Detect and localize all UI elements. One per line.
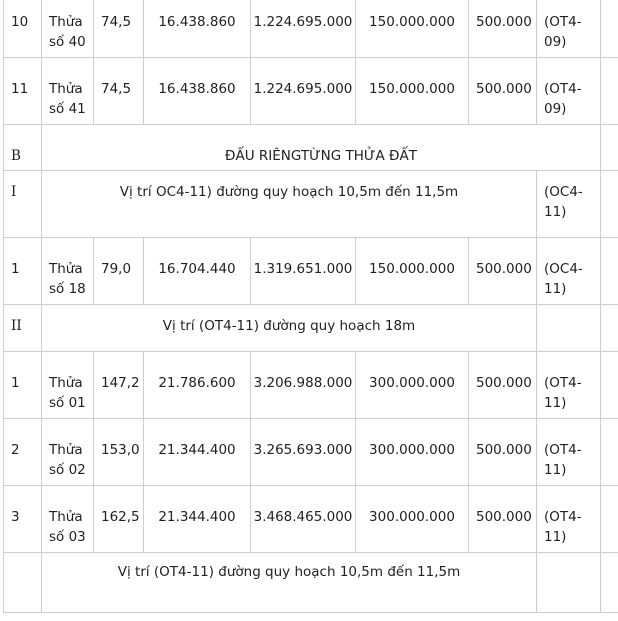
row-number: 11	[4, 58, 42, 125]
empty-cell	[601, 305, 618, 352]
empty-cell	[601, 486, 618, 553]
empty-cell	[601, 0, 618, 58]
area: 153,0	[94, 419, 144, 486]
land-value: 1.319.651.000	[251, 238, 356, 305]
row-number: 10	[4, 0, 42, 58]
section-number: I	[4, 171, 42, 238]
unit-price: 21.786.600	[144, 352, 251, 419]
section-title: ĐẤU RIÊNGTỪNG THỬA ĐẤT	[42, 125, 601, 171]
zone-code: (OT4-11)	[537, 352, 601, 419]
unit-price: 16.438.860	[144, 0, 251, 58]
fee: 500.000	[469, 419, 537, 486]
empty-cell	[601, 238, 618, 305]
section-number: II	[4, 305, 42, 352]
row-number: 1	[4, 352, 42, 419]
fee: 500.000	[469, 486, 537, 553]
land-value: 3.468.465.000	[251, 486, 356, 553]
parcel-name: Thửa số 40	[42, 0, 94, 58]
land-value: 3.265.693.000	[251, 419, 356, 486]
parcel-name: Thửa số 01	[42, 352, 94, 419]
section-title: Vị trí OC4-11) đường quy hoạch 10,5m đến 11,5m	[42, 171, 537, 238]
zone-code: (OT4-09)	[537, 58, 601, 125]
row-number: 1	[4, 238, 42, 305]
area: 162,5	[94, 486, 144, 553]
deposit: 300.000.000	[356, 419, 469, 486]
section-row	[4, 553, 618, 613]
parcel-name: Thửa số 02	[42, 419, 94, 486]
empty-cell	[601, 58, 618, 125]
row-number: 2	[4, 419, 42, 486]
empty-cell	[537, 553, 601, 613]
deposit: 150.000.000	[356, 58, 469, 125]
table-row	[4, 238, 618, 305]
area: 79,0	[94, 238, 144, 305]
section-row	[4, 305, 618, 352]
unit-price: 16.704.440	[144, 238, 251, 305]
row-number: 3	[4, 486, 42, 553]
unit-price: 21.344.400	[144, 419, 251, 486]
empty-cell	[601, 352, 618, 419]
section-row	[4, 125, 618, 171]
section-number	[4, 553, 42, 613]
empty-cell	[601, 419, 618, 486]
deposit: 150.000.000	[356, 238, 469, 305]
unit-price: 16.438.860	[144, 58, 251, 125]
table-row	[4, 58, 618, 125]
deposit: 150.000.000	[356, 0, 469, 58]
deposit: 300.000.000	[356, 352, 469, 419]
area: 74,5	[94, 58, 144, 125]
land-auction-table	[3, 0, 618, 613]
fee: 500.000	[469, 0, 537, 58]
table-row	[4, 486, 618, 553]
section-title: Vị trí (OT4-11) đường quy hoạch 18m	[42, 305, 537, 352]
table-row	[4, 0, 618, 58]
parcel-name: Thửa số 18	[42, 238, 94, 305]
land-value: 3.206.988.000	[251, 352, 356, 419]
zone-code: (OT4-11)	[537, 486, 601, 553]
fee: 500.000	[469, 238, 537, 305]
table-row	[4, 352, 618, 419]
unit-price: 21.344.400	[144, 486, 251, 553]
deposit: 300.000.000	[356, 486, 469, 553]
land-value: 1.224.695.000	[251, 58, 356, 125]
table-row	[4, 419, 618, 486]
section-title: Vị trí (OT4-11) đường quy hoạch 10,5m đến 11,5m	[42, 553, 537, 613]
fee: 500.000	[469, 352, 537, 419]
empty-cell	[601, 553, 618, 613]
area: 74,5	[94, 0, 144, 58]
empty-cell	[537, 305, 601, 352]
section-row	[4, 171, 618, 238]
empty-cell	[601, 171, 618, 238]
zone-code: (OT4-11)	[537, 419, 601, 486]
zone-code: (OT4-09)	[537, 0, 601, 58]
zone-code: (OC4-11)	[537, 238, 601, 305]
section-number: B	[4, 125, 42, 171]
area: 147,2	[94, 352, 144, 419]
zone-code: (OC4-11)	[537, 171, 601, 238]
parcel-name: Thửa số 03	[42, 486, 94, 553]
empty-cell	[601, 125, 618, 171]
fee: 500.000	[469, 58, 537, 125]
parcel-name: Thửa số 41	[42, 58, 94, 125]
land-value: 1.224.695.000	[251, 0, 356, 58]
